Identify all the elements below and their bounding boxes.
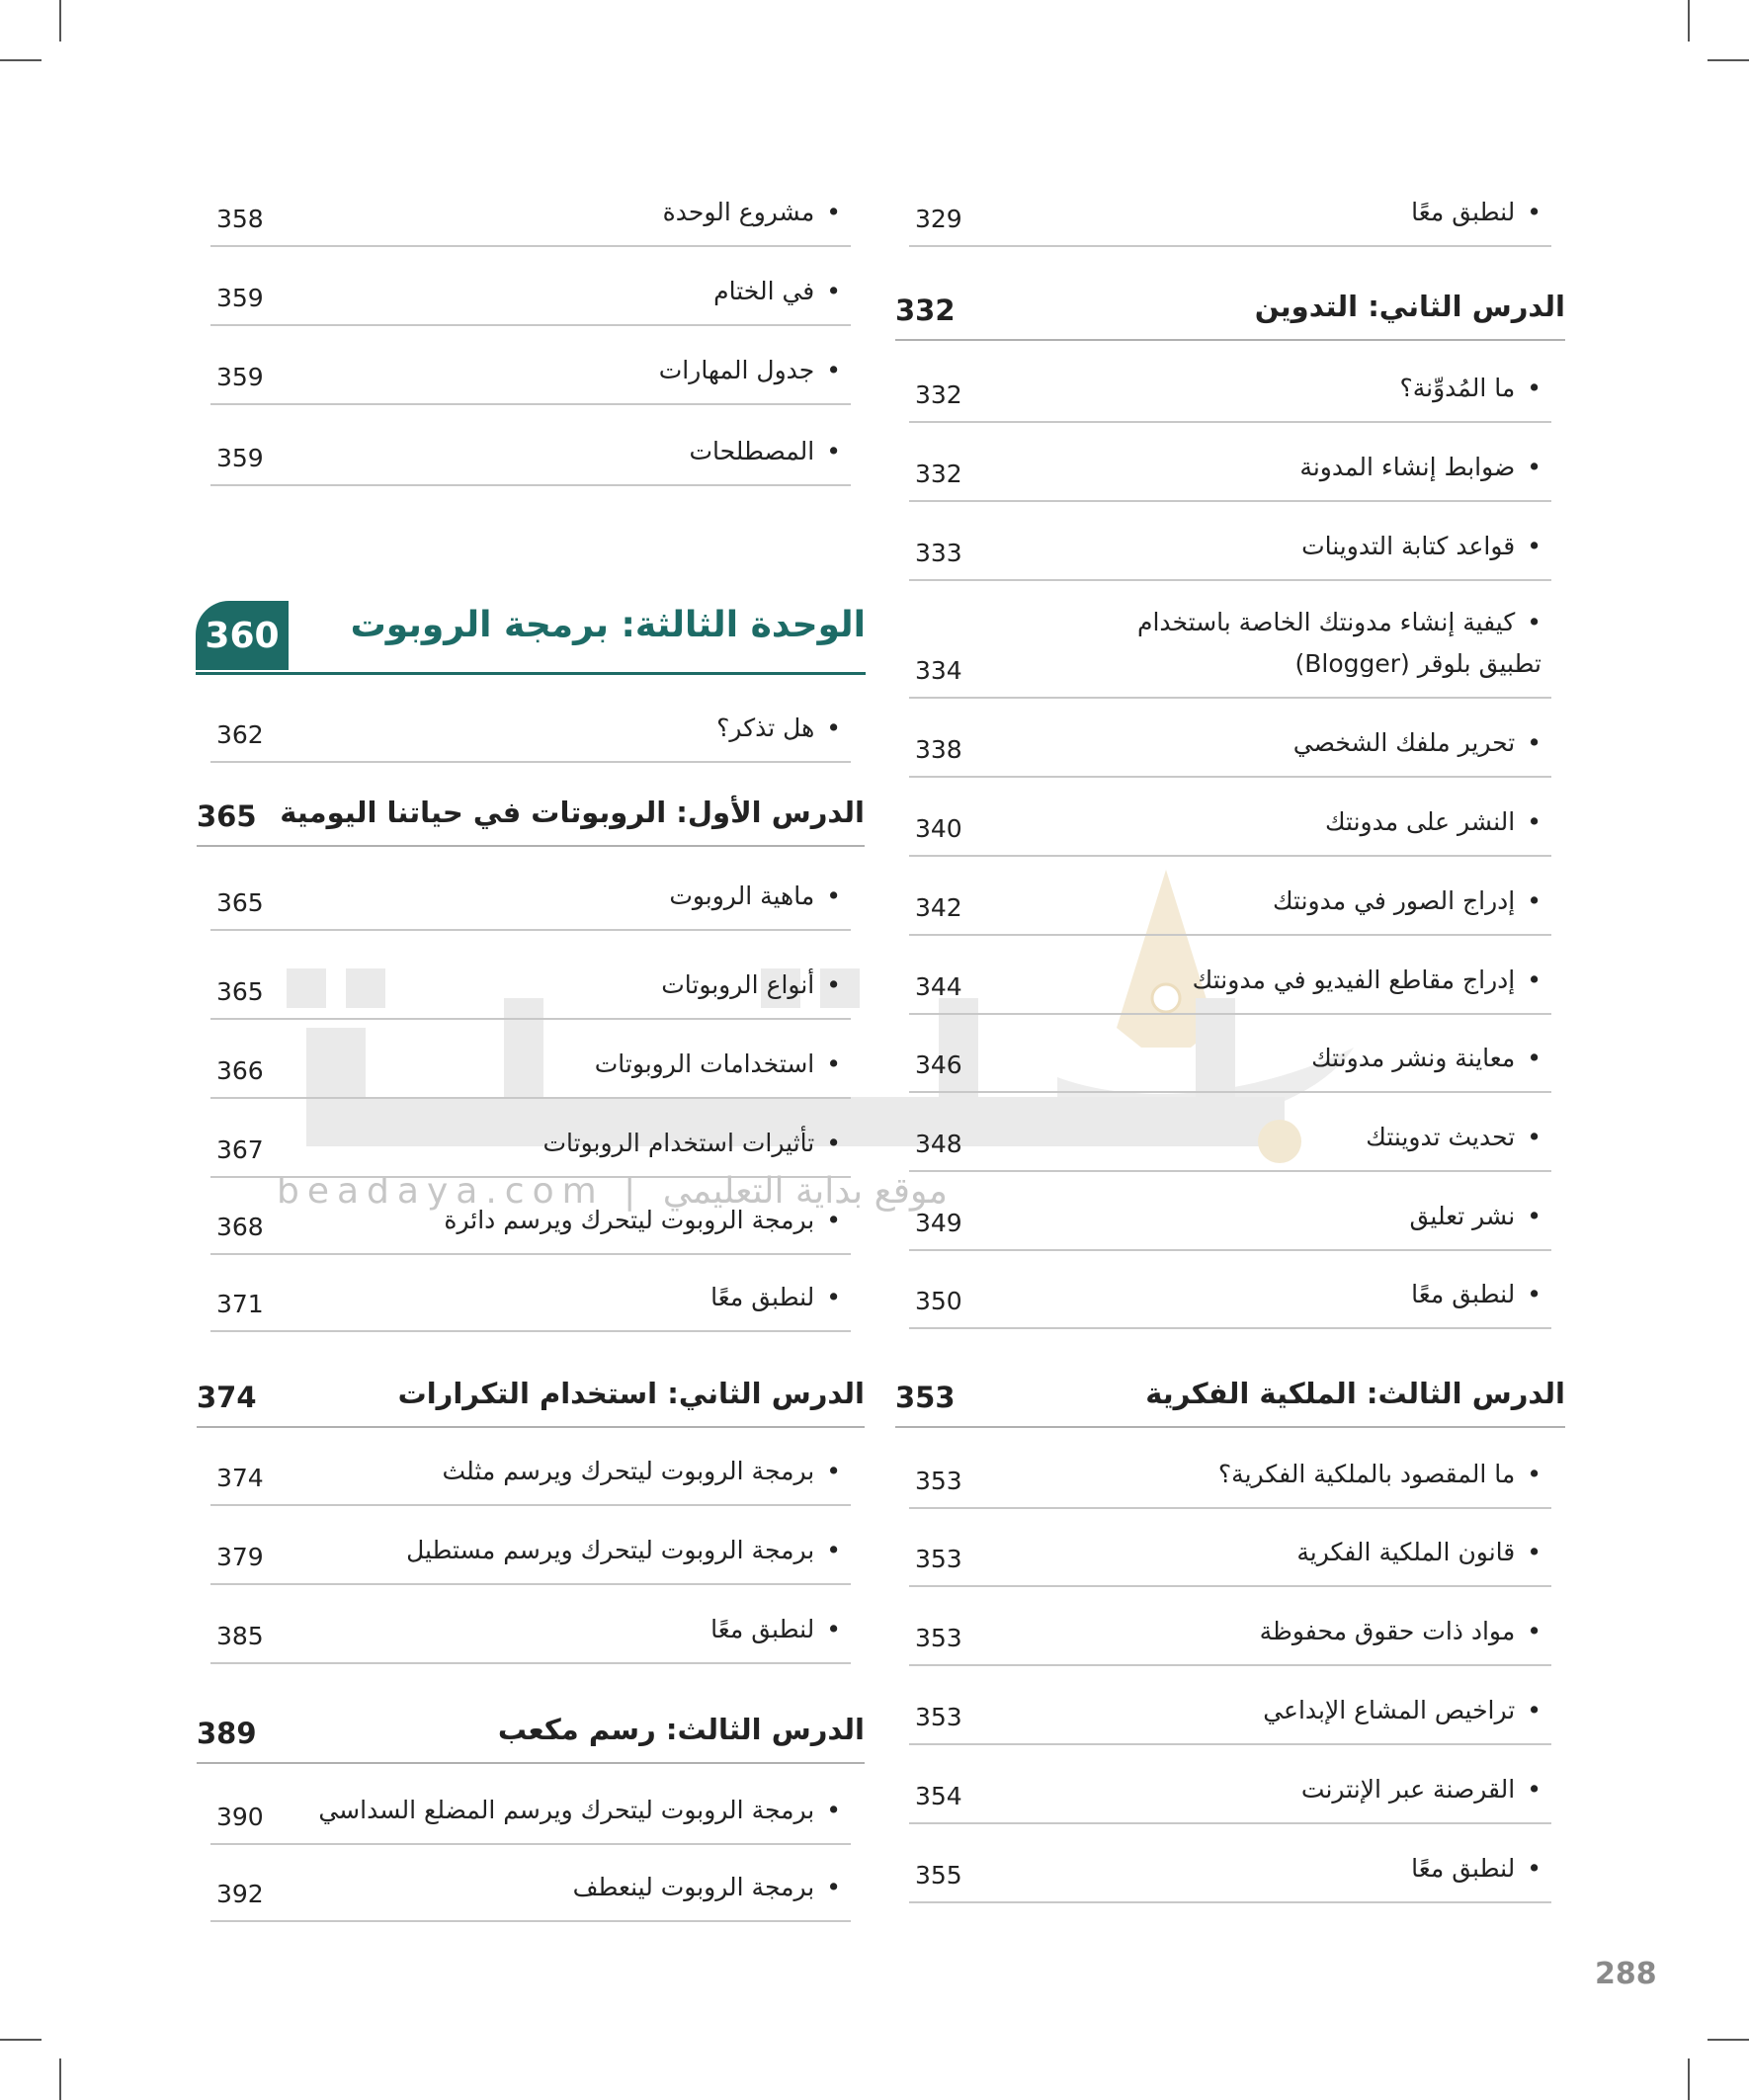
entry-text: المصطلحات	[689, 437, 815, 465]
entry-label	[318, 1790, 841, 1831]
bullet-icon: •	[826, 356, 841, 384]
bullet-icon: •	[826, 1206, 841, 1234]
bullet-icon: •	[1527, 1617, 1541, 1645]
entry-label	[1411, 1274, 1541, 1315]
bullet-icon: •	[826, 1050, 841, 1078]
entry-label	[1293, 722, 1541, 764]
toc-entry[interactable]	[909, 441, 1551, 502]
entry-label	[1260, 1611, 1541, 1652]
bullet-icon: •	[826, 1283, 841, 1311]
entry-page-number: 346	[915, 1050, 962, 1079]
toc-lesson-heading[interactable]	[197, 1367, 865, 1428]
toc-entry[interactable]	[210, 1445, 851, 1506]
toc-entry[interactable]	[909, 954, 1551, 1015]
entry-page-number: 392	[216, 1880, 264, 1908]
entry-text: تراخيص المشاع الإبداعي	[1263, 1696, 1516, 1724]
bullet-icon: •	[1527, 807, 1541, 836]
entry-label	[1411, 1848, 1541, 1890]
entry-page-number: 340	[915, 814, 962, 843]
entry-text: في الختام	[713, 277, 815, 305]
toc-entry[interactable]	[909, 1684, 1551, 1745]
entry-label	[710, 1609, 841, 1650]
toc-entry[interactable]	[210, 1524, 851, 1585]
toc-entry[interactable]	[210, 1861, 851, 1922]
entry-text: لنطبق معًا	[710, 1283, 815, 1311]
entry-page-number: 344	[915, 972, 962, 1001]
entry-label	[406, 1530, 841, 1571]
bullet-icon: •	[826, 198, 841, 226]
toc-entry[interactable]	[909, 1842, 1551, 1903]
entry-text: الدرس الثاني: استخدام التكرارات	[397, 1377, 865, 1410]
entry-text: قواعد كتابة التدوينات	[1301, 532, 1516, 560]
bullet-icon: •	[1527, 1696, 1541, 1724]
lesson-title	[1255, 286, 1565, 327]
entry-text: هل تذكر؟	[716, 714, 815, 742]
entry-page-number: 358	[216, 205, 264, 233]
entry-text: ضوابط إنشاء المدونة	[1299, 453, 1516, 481]
bullet-icon: •	[1527, 1854, 1541, 1883]
entry-page-number: 365	[197, 799, 257, 833]
entry-label	[542, 1123, 841, 1164]
entry-text: أنواع الروبوتات	[661, 970, 815, 999]
entry-label	[1299, 447, 1541, 488]
entry-text: تأثيرات استخدام الروبوتات	[542, 1129, 815, 1157]
entry-label	[1410, 1196, 1541, 1237]
entry-label	[1311, 1038, 1541, 1079]
bullet-icon: •	[826, 714, 841, 742]
crop-mark	[0, 59, 42, 61]
entry-page-number: 354	[915, 1782, 962, 1810]
toc-entry[interactable]	[210, 1038, 851, 1099]
entry-label	[573, 1867, 841, 1908]
bullet-icon: •	[1527, 1460, 1541, 1488]
crop-mark	[59, 2058, 61, 2100]
bullet-icon: •	[1527, 1538, 1541, 1566]
entry-page-number: 385	[216, 1622, 264, 1650]
crop-mark	[1707, 2039, 1749, 2041]
entry-text: الدرس الثالث: رسم مكعب	[497, 1713, 865, 1746]
entry-text: لنطبق معًا	[1411, 1854, 1516, 1883]
entry-text: الدرس الثالث: الملكية الفكرية	[1145, 1377, 1565, 1410]
entry-page-number: 353	[895, 1381, 956, 1414]
entry-text: برمجة الروبوت ليتحرك ويرسم دائرة	[444, 1206, 815, 1234]
entry-page-number: 379	[216, 1543, 264, 1571]
entry-page-number: 348	[915, 1130, 962, 1158]
crop-mark	[1688, 0, 1690, 42]
entry-label	[443, 1451, 841, 1492]
crop-mark	[59, 0, 61, 42]
toc-entry[interactable]	[909, 1526, 1551, 1587]
toc-entry[interactable]	[909, 1448, 1551, 1509]
entry-page-number: 359	[216, 444, 264, 472]
bullet-icon: •	[826, 1457, 841, 1485]
toc-entry[interactable]	[909, 1268, 1551, 1329]
entry-page-number: 342	[915, 893, 962, 922]
toc-entry[interactable]	[909, 1190, 1551, 1251]
entry-page-number: 365	[216, 977, 264, 1006]
entry-text: استخدامات الروبوتات	[594, 1050, 815, 1078]
entry-text: لنطبق معًا	[1411, 198, 1516, 226]
entry-page-number: 333	[915, 539, 962, 567]
toc-entry[interactable]	[210, 1194, 851, 1255]
entry-page-number: 332	[915, 380, 962, 409]
entry-label	[1325, 801, 1541, 843]
entry-label	[1193, 960, 1541, 1001]
bullet-icon: •	[826, 1615, 841, 1643]
entry-page-number: 349	[915, 1209, 962, 1237]
entry-text: معاينة ونشر مدونتك	[1311, 1044, 1516, 1072]
entry-text: إدراج مقاطع الفيديو في مدونتك	[1192, 966, 1516, 994]
toc-entry[interactable]	[909, 1605, 1551, 1666]
bullet-icon: •	[826, 277, 841, 305]
entry-page-number: 390	[216, 1803, 264, 1831]
bullet-icon: •	[1527, 608, 1541, 636]
entry-page-number: 329	[915, 205, 962, 233]
bullet-icon: •	[1527, 1202, 1541, 1230]
entry-text: تحديث تدوينتك	[1366, 1123, 1516, 1151]
entry-label	[1301, 1769, 1541, 1810]
toc-entry[interactable]	[909, 520, 1551, 581]
unit-title: الوحدة الثالثة: برمجة الروبوت	[350, 605, 866, 645]
entry-page-number: 389	[197, 1717, 257, 1750]
entry-text: النشر على مدونتك	[1324, 807, 1516, 836]
lesson-title	[398, 1373, 865, 1414]
toc-entry[interactable]	[210, 959, 851, 1020]
entry-label	[1296, 1532, 1541, 1573]
entry-page-number: 374	[216, 1464, 264, 1492]
toc-entry[interactable]	[909, 796, 1551, 857]
entry-page-number: 359	[216, 284, 264, 312]
bullet-icon: •	[826, 882, 841, 910]
entry-text: ما المُدوِّنة؟	[1399, 374, 1516, 402]
entry-text: ما المقصود بالملكية الفكرية؟	[1217, 1460, 1516, 1488]
entry-page-number: 359	[216, 363, 264, 391]
toc-entry[interactable]	[210, 1784, 851, 1845]
crop-mark	[1707, 59, 1749, 61]
watermark-caption: beadaya.com | موقع بداية التعليمي	[277, 1171, 948, 1212]
entry-text: الدرس الثاني: التدوين	[1254, 290, 1565, 323]
entry-page-number: 353	[915, 1545, 962, 1573]
entry-label	[1411, 192, 1541, 233]
entry-page-number: 332	[895, 294, 956, 327]
entry-page-number: 353	[915, 1467, 962, 1495]
entry-text: القرصنة عبر الإنترنت	[1300, 1775, 1516, 1804]
bullet-icon: •	[1527, 966, 1541, 994]
entry-page-number: 374	[197, 1381, 257, 1414]
bullet-icon: •	[826, 1129, 841, 1157]
entry-page-number: 367	[216, 1135, 264, 1164]
entry-text: جدول المهارات	[658, 356, 815, 384]
bullet-icon: •	[1527, 728, 1541, 757]
bullet-icon: •	[1527, 198, 1541, 226]
entry-label	[595, 1044, 841, 1085]
bullet-icon: •	[1527, 1775, 1541, 1804]
toc-right-column	[895, 0, 1565, 2100]
entry-label	[1218, 1454, 1541, 1495]
entry-page-number: 365	[216, 888, 264, 917]
entry-label	[1273, 881, 1541, 922]
lesson-title	[1145, 1373, 1565, 1414]
entry-label	[661, 965, 841, 1006]
entry-label	[1301, 526, 1541, 567]
lesson-title	[498, 1709, 865, 1750]
toc-lesson-heading[interactable]	[895, 280, 1565, 341]
entry-page-number: 362	[216, 720, 264, 749]
toc-left-column	[197, 0, 865, 2100]
entry-label	[1263, 1690, 1541, 1731]
toc-entry[interactable]	[909, 1032, 1551, 1093]
entry-text: مشروع الوحدة	[662, 198, 815, 226]
entry-text: لنطبق معًا	[710, 1615, 815, 1643]
entry-text: ماهية الروبوت	[669, 882, 815, 910]
bullet-icon: •	[1527, 1280, 1541, 1308]
bullet-icon: •	[1527, 374, 1541, 402]
entry-page-number: 366	[216, 1056, 264, 1085]
toc-entry[interactable]	[210, 702, 851, 763]
bullet-icon: •	[826, 1873, 841, 1901]
bullet-icon: •	[1527, 886, 1541, 915]
bullet-icon: •	[1527, 532, 1541, 560]
entry-text: برمجة الروبوت لينعطف	[572, 1873, 815, 1901]
toc-entry[interactable]	[909, 1111, 1551, 1172]
bullet-icon: •	[826, 1536, 841, 1564]
bullet-icon: •	[1527, 1123, 1541, 1151]
entry-page-number: 355	[915, 1861, 962, 1890]
entry-text: الدرس الأول: الروبوتات في حياتنا اليومية	[280, 796, 865, 829]
entry-page-number: 338	[915, 735, 962, 764]
bullet-icon: •	[1527, 1044, 1541, 1072]
entry-label	[444, 1200, 841, 1241]
entry-page-number: 334	[915, 656, 962, 685]
bullet-icon: •	[826, 1796, 841, 1824]
toc-entry[interactable]	[909, 716, 1551, 778]
entry-label	[1399, 368, 1541, 409]
entry-label	[669, 876, 841, 917]
entry-text: إدراج الصور في مدونتك	[1272, 886, 1516, 915]
entry-text: مواد ذات حقوق محفوظة	[1259, 1617, 1516, 1645]
entry-text: برمجة الروبوت ليتحرك ويرسم المضلع السداسي	[318, 1796, 815, 1824]
toc-entry[interactable]	[909, 875, 1551, 936]
entry-text: تحرير ملفك الشخصي	[1292, 728, 1516, 757]
entry-page-number: 353	[915, 1703, 962, 1731]
entry-page-number: 368	[216, 1213, 264, 1241]
toc-lesson-heading[interactable]	[197, 786, 865, 847]
entry-text: قانون الملكية الفكرية	[1296, 1538, 1516, 1566]
toc-entry[interactable]	[210, 1117, 851, 1178]
toc-lesson-heading[interactable]	[895, 1367, 1565, 1428]
toc-entry[interactable]	[210, 1271, 851, 1332]
crop-mark	[1688, 2058, 1690, 2100]
bullet-icon: •	[826, 437, 841, 465]
entry-page-number: 371	[216, 1290, 264, 1318]
entry-text: نشر تعليق	[1409, 1202, 1516, 1230]
toc-entry[interactable]	[909, 186, 1551, 247]
page-number: 288	[1595, 1957, 1657, 1991]
entry-label	[1366, 1117, 1541, 1158]
entry-text: برمجة الروبوت ليتحرك ويرسم مستطيل	[406, 1536, 815, 1564]
entry-text: لنطبق معًا	[1411, 1280, 1516, 1308]
lesson-title	[280, 792, 865, 833]
unit-page-badge: 360	[196, 601, 289, 670]
toc-entry[interactable]	[210, 870, 851, 931]
entry-text: برمجة الروبوت ليتحرك ويرسم مثلث	[442, 1457, 815, 1485]
toc-entry[interactable]	[909, 1763, 1551, 1824]
entry-label	[716, 708, 841, 749]
toc-entry[interactable]	[210, 1603, 851, 1664]
entry-page-number: 350	[915, 1287, 962, 1315]
toc-entry[interactable]	[909, 598, 1551, 699]
entry-page-number: 332	[915, 460, 962, 488]
bullet-icon: •	[1527, 453, 1541, 481]
entry-label	[1126, 602, 1541, 685]
toc-entry[interactable]	[909, 362, 1551, 423]
entry-page-number: 353	[915, 1624, 962, 1652]
crop-mark	[0, 2039, 42, 2041]
toc-lesson-heading[interactable]	[197, 1703, 865, 1764]
entry-label	[710, 1277, 841, 1318]
entry-text: كيفية إنشاء مدونتك الخاصة باستخدام تطبيق بلوقر (Blogger)	[1136, 608, 1541, 678]
bullet-icon: •	[826, 970, 841, 999]
